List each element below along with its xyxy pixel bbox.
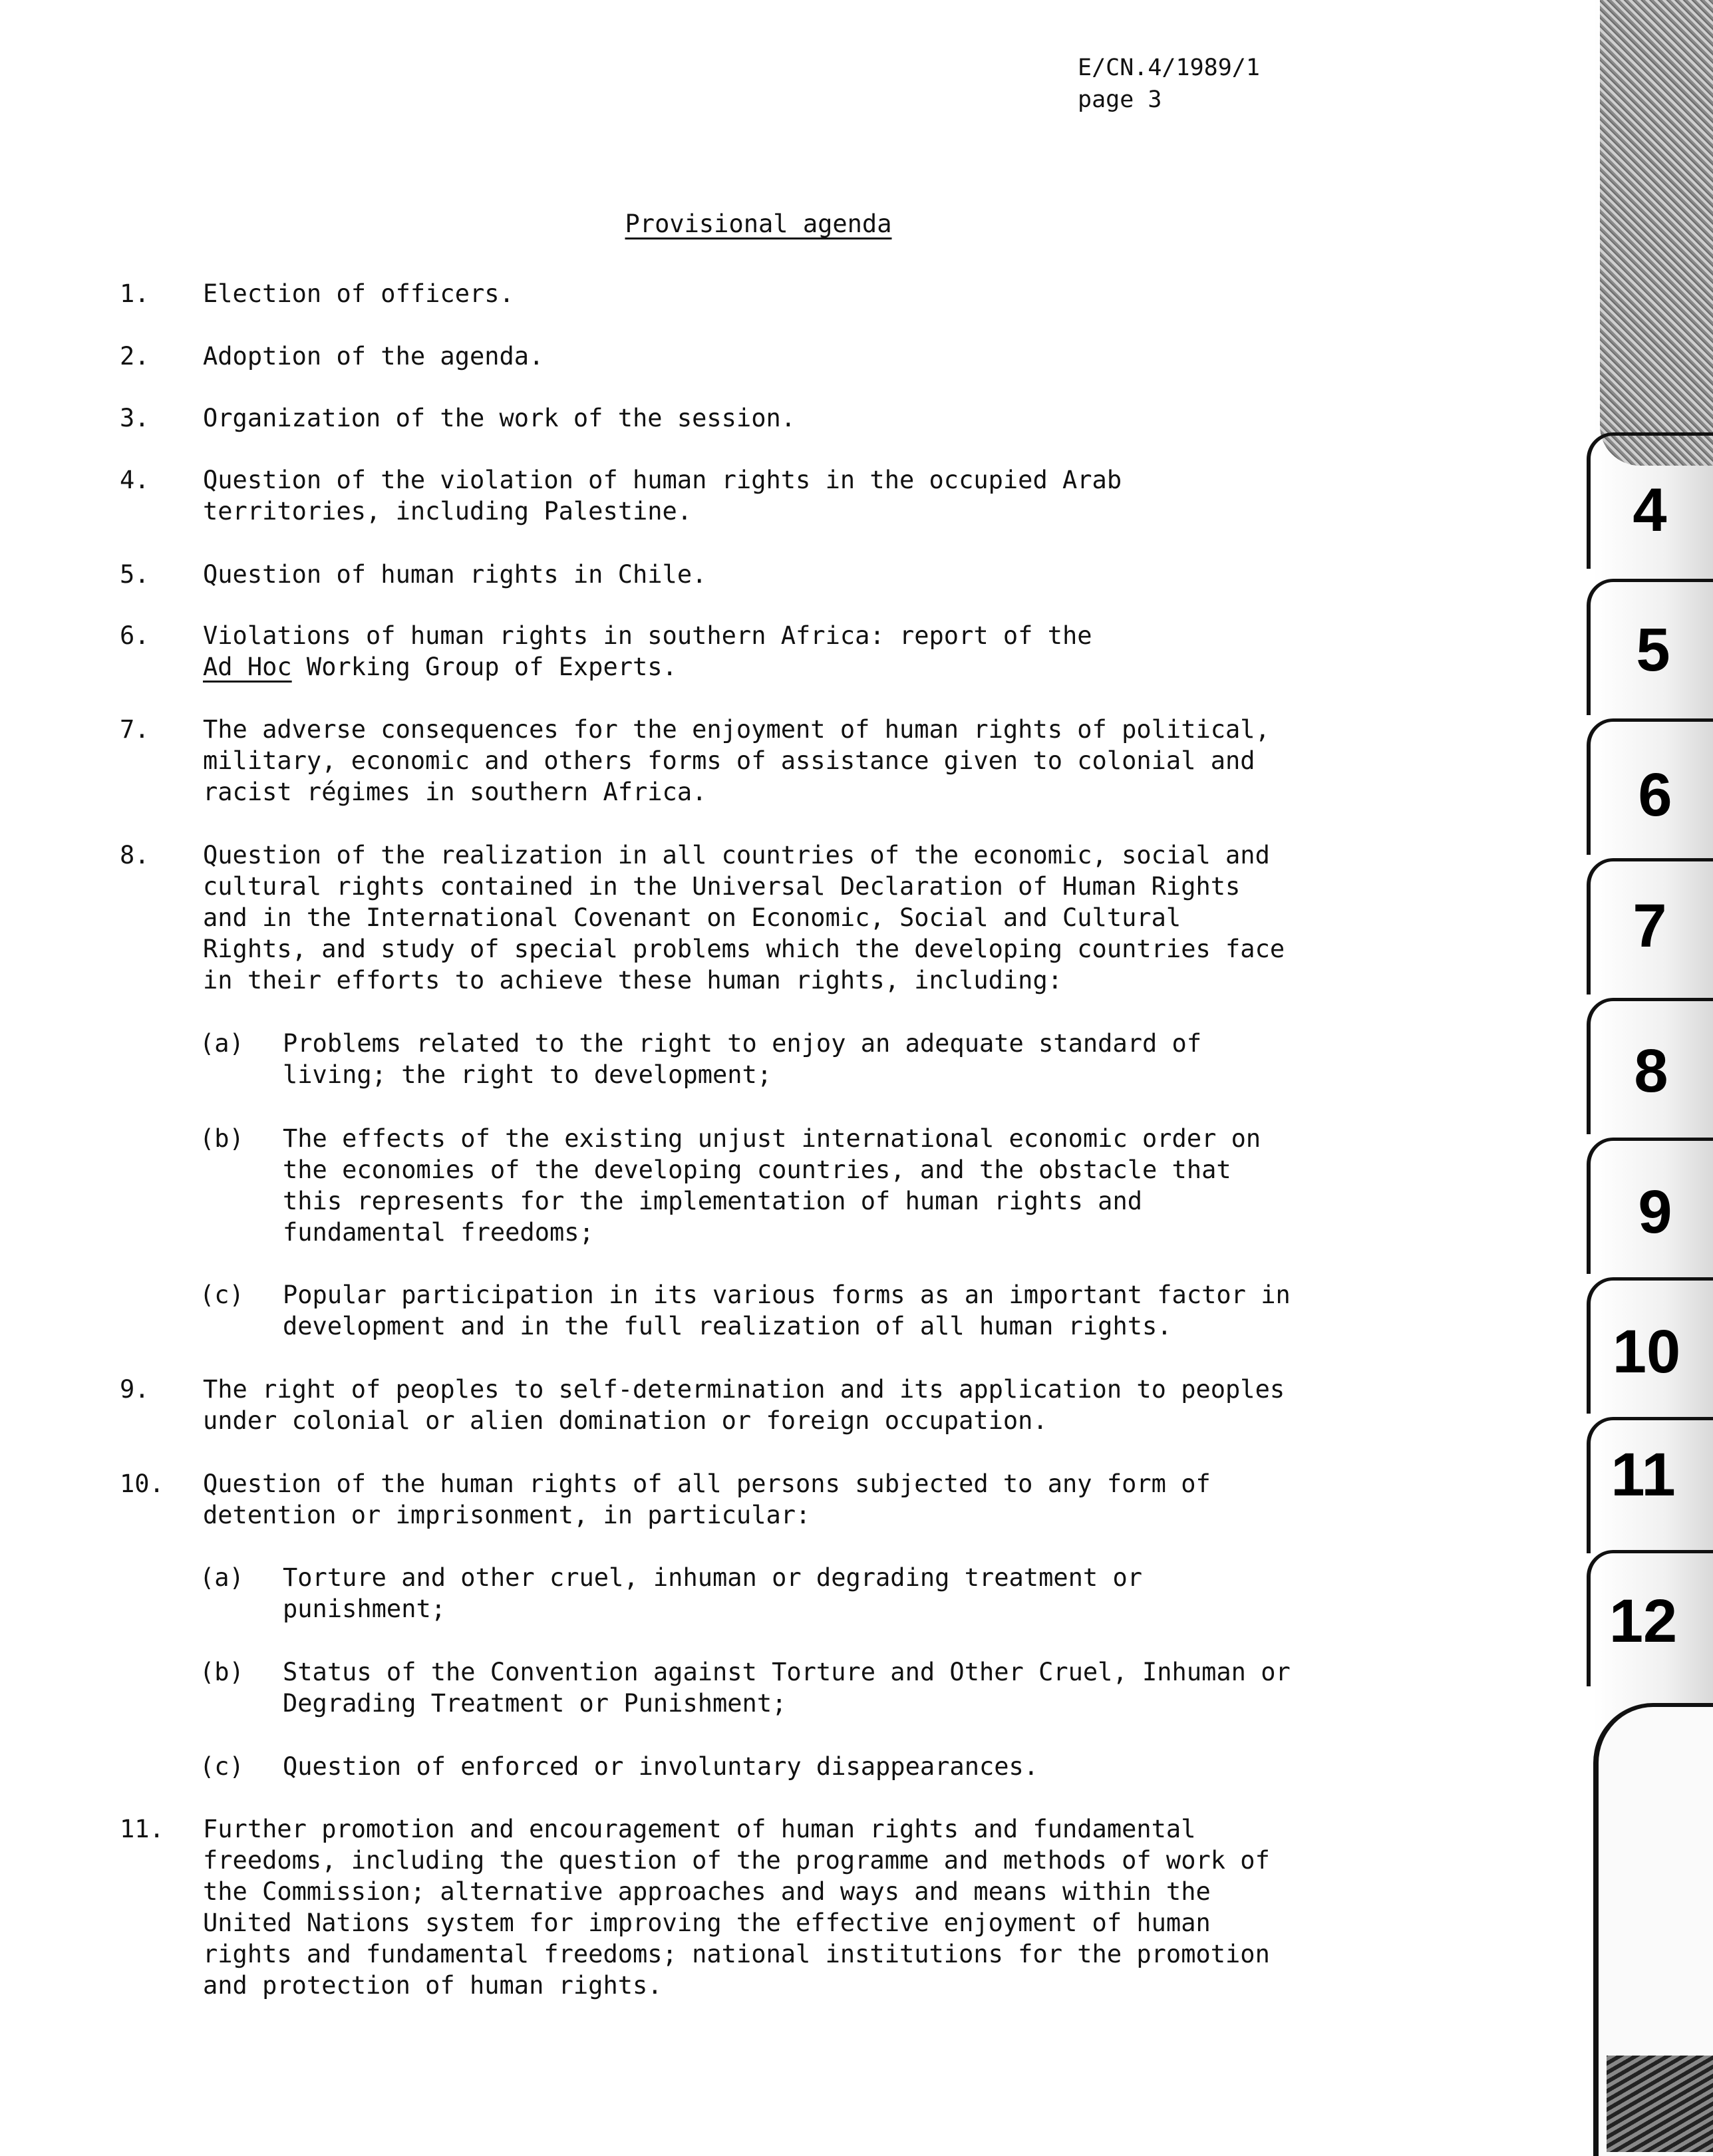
tab-7[interactable]: 7 — [1633, 892, 1667, 960]
tab-bottom-texture — [1607, 2056, 1713, 2152]
subitem-letter: (c) — [200, 1281, 244, 1309]
agenda-item-text: Question of the violation of human rights in the occupied Arab territories, including Palestine. — [203, 466, 1122, 526]
agenda-item-number: 8. — [120, 841, 150, 869]
agenda-item-number: 5. — [120, 560, 150, 589]
agenda-item-number: 2. — [120, 342, 150, 371]
subitem-text: The effects of the existing unjust international economic order on the economies of the developing countries, and the obstacle that this represents for the implementation of human rights and fundamental freedoms; — [283, 1124, 1261, 1247]
agenda-item-text: Organization of the work of the session. — [203, 404, 796, 432]
agenda-item-number: 11. — [120, 1815, 164, 1843]
agenda-item-text-line: Working Group of Experts. — [291, 653, 677, 681]
tab-12[interactable]: 12 — [1609, 1587, 1678, 1655]
tab-4[interactable]: 4 — [1633, 476, 1667, 544]
agenda-item-number: 10. — [120, 1469, 164, 1498]
subitem-letter: (b) — [200, 1124, 244, 1153]
ad-hoc-term: Ad Hoc — [203, 653, 292, 681]
tab-10[interactable]: 10 — [1612, 1318, 1681, 1386]
document-header — [1078, 52, 1260, 116]
agenda-item-text — [203, 620, 1400, 683]
agenda-item-number: 9. — [120, 1375, 150, 1404]
agenda-item-text: The right of peoples to self-determination and its application to peoples under colonial or alien domination or foreign occupation. — [203, 1375, 1285, 1435]
page-title: Provisional agenda — [625, 210, 892, 238]
subitem-letter: (a) — [200, 1029, 244, 1058]
document-symbol: E/CN.4/1989/1 — [1078, 55, 1260, 81]
agenda-item-number: 1. — [120, 279, 150, 308]
agenda-item-text: Question of the human rights of all persons subjected to any form of detention or imprisonment, in particular: — [203, 1469, 1211, 1529]
tab-11[interactable]: 11 — [1611, 1441, 1676, 1509]
tab-6[interactable]: 6 — [1638, 761, 1672, 829]
index-tabs — [1580, 0, 1713, 2152]
subitem-letter: (a) — [200, 1563, 244, 1592]
subitem-text: Popular participation in its various forms as an important factor in development and in the full realization of all human rights. — [283, 1281, 1291, 1340]
subitem-text: Status of the Convention against Torture and Other Cruel, Inhuman or Degrading Treatment or Punishment; — [283, 1658, 1291, 1718]
agenda-item-number: 4. — [120, 466, 150, 494]
agenda-item-number: 3. — [120, 404, 150, 432]
agenda-item-text: The adverse consequences for the enjoyment of human rights of political, military, economic and others forms of assistance given to colonial and racist régimes in southern Africa. — [203, 715, 1270, 806]
page-number: page 3 — [1078, 86, 1162, 113]
subitem-letter: (b) — [200, 1658, 244, 1686]
tab-8[interactable]: 8 — [1634, 1037, 1668, 1105]
subitem-text: Problems related to the right to enjoy an adequate standard of living; the right to development; — [283, 1029, 1202, 1089]
subitem-letter: (c) — [200, 1752, 244, 1781]
tab-texture — [1600, 0, 1713, 466]
subitem-text: Torture and other cruel, inhuman or degrading treatment or punishment; — [283, 1563, 1143, 1623]
tab-5[interactable]: 5 — [1636, 616, 1670, 684]
agenda-item-text: Question of human rights in Chile. — [203, 560, 707, 589]
agenda-item-text-line: Violations of human rights in southern Africa: report of the — [203, 621, 1092, 650]
subitem-text: Question of enforced or involuntary disappearances. — [283, 1752, 1039, 1781]
agenda-item-text: Question of the realization in all countries of the economic, social and cultural rights contained in the Universal Declaration of Human Rights and in the International Covenant on Economic, Social and Cultural Rights, and study of special problems which the developing countries face in their efforts to achieve these human rights, including: — [203, 841, 1285, 995]
agenda-item-text: Adoption of the agenda. — [203, 342, 544, 371]
agenda-item-text: Further promotion and encouragement of human rights and fundamental freedoms, including the question of the programme and methods of work of the Commission; alternative approaches and ways and means within the United Nations system for improving the effective enjoyment of human rights and fundamental freedoms; national institutions for the promotion and protection of human rights. — [203, 1815, 1270, 2000]
tab-9[interactable]: 9 — [1638, 1178, 1672, 1246]
agenda-item-text: Election of officers. — [203, 279, 514, 308]
agenda-item-number: 6. — [120, 621, 150, 650]
agenda-item-number: 7. — [120, 715, 150, 744]
